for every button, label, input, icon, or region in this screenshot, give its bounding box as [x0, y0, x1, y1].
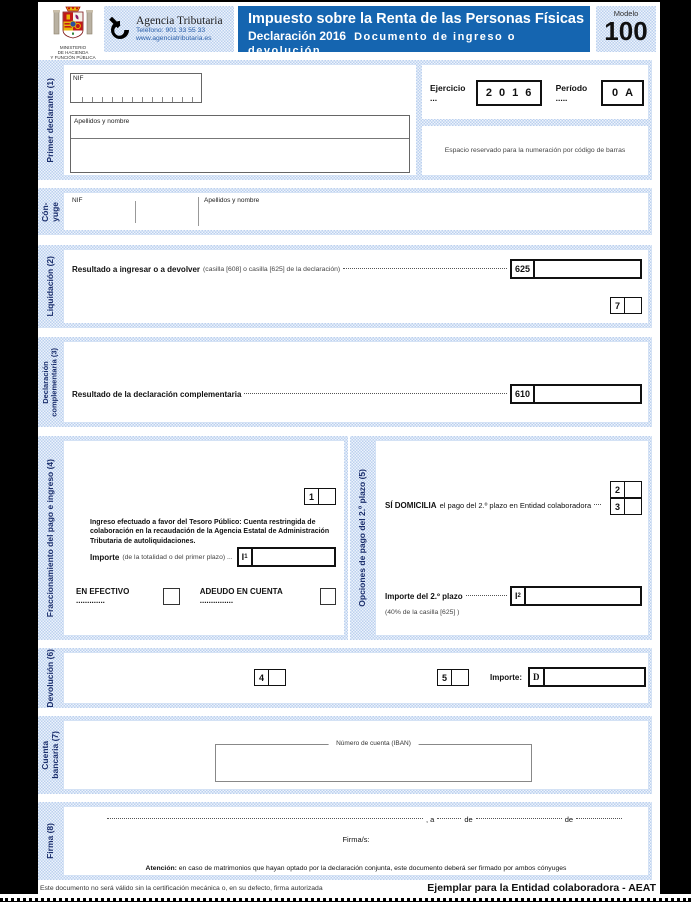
option-1-cell[interactable]: [319, 488, 336, 505]
header: [38, 2, 660, 61]
fraccionamiento-area: [64, 441, 344, 635]
ejercicio-value: 2016: [476, 80, 542, 106]
form-title: Impuesto sobre la Renta de las Personas Físicas: [248, 11, 585, 27]
firma-sign-label: Firma/s:: [342, 835, 370, 844]
option-4-cell[interactable]: [269, 669, 286, 686]
place-line: [107, 818, 423, 819]
atencion-rest: en caso de matrimonios que hayan optado por la declaración conjunta, este documento deberá ser firmado por ambos cónyuges: [178, 865, 567, 872]
atencion-bold: Atención:: [145, 865, 177, 872]
casilla-610-tag: 610: [510, 384, 535, 404]
section-label-conyuge: Cón- yuge: [40, 201, 60, 222]
modelo-box: [596, 6, 656, 52]
iban-label: Número de cuenta (IBAN): [328, 740, 419, 747]
conyuge-nif-label: NIF: [72, 197, 83, 204]
option-7-tag: 7: [610, 297, 625, 314]
section-label-devolucion: Devolución (6): [45, 648, 56, 708]
agency-text: [136, 15, 223, 44]
dot-leader: [343, 268, 507, 269]
barcode-note: Espacio reservado para la numeración por código de barras: [444, 146, 626, 154]
section-label-declarante: Primer declarante (1): [45, 77, 56, 163]
name-field[interactable]: [70, 115, 410, 173]
section-cuenta-bancaria: [38, 716, 652, 794]
option-2-cell[interactable]: [625, 481, 642, 498]
section-primer-declarante: [38, 60, 652, 180]
agency-phone: Teléfono: 901 33 55 33: [136, 26, 206, 34]
section-liquidacion: [38, 245, 652, 328]
section-label-firma: Firma (8): [45, 823, 56, 859]
aeat-logo-icon: [108, 17, 132, 41]
devolucion-importe-label: Importe:: [490, 673, 522, 682]
resultado-label-bold: Resultado a ingresar o a devolver: [72, 264, 201, 274]
section-label-fraccionamiento: Fraccionamiento del pago e ingreso (4): [45, 458, 56, 618]
modelo-number: 100: [604, 16, 648, 46]
day-line: [437, 818, 461, 819]
option-4: [254, 669, 286, 686]
complementaria-area: [64, 342, 648, 422]
ministry-name: MINISTERIO DE HACIENDA Y FUNCIÓN PÚBLICA: [50, 45, 96, 61]
agency-name: Agencia Tributaria: [136, 14, 223, 27]
importe2-amount-box: [510, 586, 642, 606]
liquidacion-area: [64, 250, 648, 323]
section-label-complementaria: Declaración complementaria (3): [41, 347, 59, 417]
agency-website[interactable]: www.agenciatributaria.es: [136, 35, 212, 42]
importe1-field[interactable]: [253, 547, 336, 567]
spain-coat-of-arms-icon: [51, 4, 95, 40]
importe1-tag: I 1: [237, 547, 253, 567]
domicilia-rest: el pago del 2.º plazo en Entidad colaboradora: [439, 501, 592, 510]
conyuge-name-label: Apellidos y nombre: [204, 197, 260, 204]
section-label-cuenta: Cuenta bancaria (7): [40, 731, 60, 779]
option-2: [610, 481, 642, 498]
opciones-area: [376, 441, 648, 635]
atencion-note: [64, 865, 648, 872]
complementaria-amount-field[interactable]: [535, 384, 642, 404]
option-5-cell[interactable]: [452, 669, 469, 686]
form-subtitle-year: Declaración 2016: [248, 29, 347, 43]
devolucion-tag: D: [528, 667, 545, 687]
option-7: [610, 297, 642, 314]
divider: [135, 201, 136, 223]
option-2-tag: 2: [610, 481, 625, 498]
efectivo-checkbox[interactable]: [163, 588, 179, 605]
section-opciones-pago: [350, 436, 652, 640]
section-conyuge: [38, 188, 652, 235]
complementaria-label: Resultado de la declaración complementaria: [72, 389, 242, 399]
form-page: [38, 2, 660, 894]
periodo-value: 0A: [601, 80, 644, 106]
section-label-liquidacion: Liquidación (2): [45, 256, 56, 317]
section-devolucion: [38, 648, 652, 708]
section-label-opciones: Opciones de pago del 2.º plazo (5): [357, 469, 368, 607]
dot-leader: [244, 393, 507, 394]
agency-logo-box: [104, 6, 234, 52]
importe2-label: Importe del 2.º plazo: [385, 591, 463, 601]
adeudo-label: ADEUDO EN CUENTA ...............: [199, 587, 283, 605]
option-3: [610, 498, 642, 515]
option-3-tag: 3: [610, 498, 625, 515]
importe1-label: Importe: [90, 552, 120, 562]
importe1-sublabel: (de la totalidad o del primer plazo) ...: [122, 553, 233, 561]
date-de2: de: [564, 815, 574, 824]
complementaria-amount-box: [510, 384, 642, 404]
resultado-label-casillas: (casilla [608] o casilla [625] de la declaración): [203, 265, 341, 273]
importe2-field[interactable]: [526, 586, 642, 606]
form-subtitle-doc: Documento de ingreso o devolución: [248, 31, 517, 57]
option-1: [304, 488, 336, 505]
casilla-625-tag: 625: [510, 259, 535, 279]
ejercicio-label: Ejercicio ...: [430, 83, 466, 103]
domicilia-bold: SÍ DOMICILIA: [385, 501, 437, 510]
efectivo-label: EN EFECTIVO .............: [76, 587, 130, 605]
year-line: [576, 818, 622, 819]
dot-leader: [466, 595, 507, 596]
date-de1: de: [464, 815, 473, 824]
tesoro-paragraph: Ingreso efectuado a favor del Tesoro Público: Cuenta restringida de colaboración en la recaudación de la Agencia Estatal de Administración Tributaria de autoliquidaciones.: [90, 519, 330, 545]
modelo-label: Modelo: [613, 9, 639, 18]
coat-of-arms: [46, 4, 100, 61]
name-label: Apellidos y nombre: [74, 118, 130, 125]
resultado-amount-box: [510, 259, 642, 279]
option-4-tag: 4: [254, 669, 269, 686]
option-5: [437, 669, 469, 686]
divider: [198, 197, 199, 226]
form-title-bar: [238, 6, 590, 57]
iban-field[interactable]: [215, 740, 532, 782]
option-1-tag: 1: [304, 488, 319, 505]
barcode-area: [422, 126, 648, 175]
conyuge-data-area[interactable]: [64, 193, 648, 230]
importe2-note: (40% de la casilla [625] ): [385, 609, 460, 616]
section-firma: [38, 802, 652, 880]
cut-line: [0, 894, 691, 901]
nif-field[interactable]: [70, 73, 202, 103]
nif-label: NIF: [73, 75, 84, 82]
ejercicio-periodo-box: [422, 65, 648, 119]
importe2-tag: I 2: [510, 586, 526, 606]
option-3-cell[interactable]: [625, 498, 642, 515]
footer-validity-note: Este documento no será válido sin la certificación mecánica o, en su defecto, firma autorizada: [40, 885, 323, 892]
adeudo-checkbox[interactable]: [320, 588, 336, 605]
resultado-amount-field[interactable]: [535, 259, 642, 279]
dot-leader: [594, 504, 601, 505]
footer-copy-label: Ejemplar para la Entidad colaboradora - AEAT: [427, 882, 656, 894]
importe1-amount-box: [237, 547, 336, 567]
devolucion-amount-box: [528, 667, 646, 687]
firma-area: [64, 807, 648, 875]
section-complementaria: [38, 337, 652, 427]
option-7-cell[interactable]: [625, 297, 642, 314]
section-fraccionamiento: [38, 436, 348, 640]
declarante-data-area: [64, 65, 416, 175]
date-a: , a: [426, 815, 435, 824]
form-subtitle: [248, 29, 590, 57]
periodo-label: Período .....: [555, 83, 588, 103]
option-5-tag: 5: [437, 669, 452, 686]
devolucion-area: [64, 653, 648, 703]
month-line: [476, 818, 562, 819]
devolucion-amount-field[interactable]: [545, 667, 647, 687]
cuenta-area: [64, 721, 648, 789]
